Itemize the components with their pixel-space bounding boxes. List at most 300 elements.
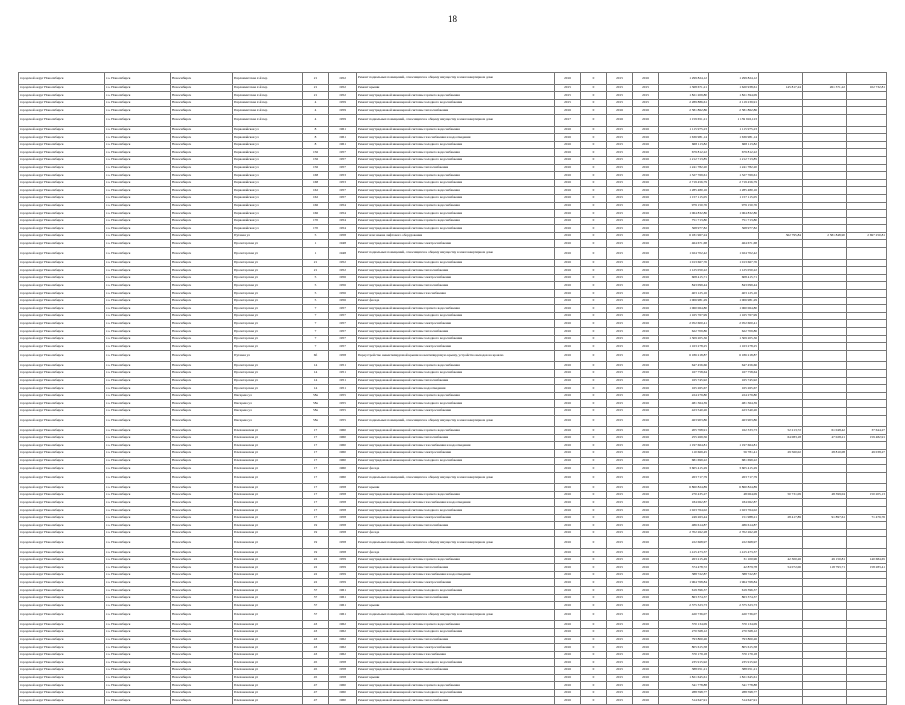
cell-house: 5 <box>303 282 329 290</box>
cell-street: Плехановская ул <box>233 697 303 705</box>
cell-extra-2 <box>803 156 847 164</box>
cell-count: 0 <box>581 225 607 233</box>
cell-extra-1 <box>759 194 803 202</box>
cell-extra-2: 2 581 848,90 <box>803 232 847 240</box>
cell-count: 0 <box>581 449 607 457</box>
cell-street: Пролетарская ул <box>233 240 303 248</box>
table-row <box>19 499 887 507</box>
cell-district: Новосибирск <box>171 259 233 267</box>
cell-extra-3 <box>847 107 887 115</box>
cell-year: 2016 <box>555 415 581 427</box>
cell-district: Новосибирск <box>171 621 233 629</box>
cell-work-type: Ремонт подвальных помещений, относящихся к общему имуществу в многоквартирном доме <box>357 609 555 621</box>
cell-extra-2 <box>803 350 847 362</box>
table-row <box>19 141 887 149</box>
cell-extra-1 <box>759 149 803 157</box>
cell-work-type: Ремонт внутридомовой инженерной системы горячего водоснабжения <box>357 491 555 499</box>
cell-settlement: г.о. Новосибирск <box>105 579 171 587</box>
cell-municipality: городской округ Новосибирск <box>19 507 105 515</box>
cell-year: 2016 <box>555 232 581 240</box>
cell-cost: 793 800,26 <box>659 636 709 644</box>
cell-street: Пролетарская ул <box>233 328 303 336</box>
cell-district: Новосибирск <box>171 126 233 134</box>
cell-extra-1 <box>759 507 803 515</box>
cell-count: 0 <box>581 697 607 705</box>
cell-settlement: г.о. Новосибирск <box>105 537 171 549</box>
cell-street: Писарева ул <box>233 392 303 400</box>
cell-year-end: 2016 <box>633 73 659 85</box>
cell-street: Пролетарская ул <box>233 320 303 328</box>
cell-extra-1 <box>759 457 803 465</box>
cell-extra-1 <box>759 172 803 180</box>
cell-settlement: г.о. Новосибирск <box>105 636 171 644</box>
cell-year-start: 2015 <box>607 400 633 408</box>
cell-year-end: 2016 <box>633 179 659 187</box>
cell-total: 619 396,37 <box>709 587 759 595</box>
cell-municipality: городской округ Новосибирск <box>19 84 105 92</box>
cell-extra-1 <box>759 621 803 629</box>
cell-year-start: 2015 <box>607 651 633 659</box>
cell-year-end: 2016 <box>633 507 659 515</box>
cell-year: 2015 <box>555 99 581 107</box>
cell-extra-3 <box>847 472 887 484</box>
cell-extra-2 <box>803 442 847 450</box>
cell-count: 0 <box>581 84 607 92</box>
cell-extra-1: 145 817,24 <box>759 84 803 92</box>
cell-settlement: г.о. Новосибирск <box>105 507 171 515</box>
cell-year-built: 1958 <box>329 674 357 682</box>
cell-extra-3 <box>847 225 887 233</box>
cell-work-type: Ремонт подвальных помещений, относящихся к общему имуществу в многоквартирном доме <box>357 537 555 549</box>
cell-house: 166 <box>303 202 329 210</box>
cell-extra-3 <box>847 628 887 636</box>
table-row <box>19 392 887 400</box>
cell-year-end: 2016 <box>633 202 659 210</box>
cell-work-type: Ремонт внутридомовой инженерной системы холодного водоснабжения <box>357 457 555 465</box>
cell-year-start: 2015 <box>607 644 633 652</box>
cell-year-built: 1958 <box>329 666 357 674</box>
cell-year: 2016 <box>555 537 581 549</box>
cell-year-start: 2016 <box>607 114 633 126</box>
cell-extra-2 <box>803 164 847 172</box>
cell-total: 167 758,64 <box>709 369 759 377</box>
cell-year-built: 1957 <box>329 343 357 351</box>
cell-work-type: Ремонт внутридомовой инженерной системы газоснабжения и водоотведения <box>357 499 555 507</box>
cell-count: 0 <box>581 571 607 579</box>
cell-district: Новосибирск <box>171 297 233 305</box>
cell-district: Новосибирск <box>171 290 233 298</box>
table-row <box>19 164 887 172</box>
cell-district: Новосибирск <box>171 282 233 290</box>
cell-municipality: городской округ Новосибирск <box>19 297 105 305</box>
table-row <box>19 172 887 180</box>
cell-year: 2016 <box>555 434 581 442</box>
cell-year-start: 2015 <box>607 449 633 457</box>
cell-year: 2016 <box>555 674 581 682</box>
cell-cost: 167 758,64 <box>659 369 709 377</box>
cell-district: Новосибирск <box>171 99 233 107</box>
table-row <box>19 484 887 492</box>
cell-extra-2 <box>803 415 847 427</box>
cell-extra-2 <box>803 107 847 115</box>
table-row <box>19 621 887 629</box>
cell-year-end: 2016 <box>633 114 659 126</box>
cell-total: 2 052 600,41 <box>709 320 759 328</box>
cell-year-start: 2015 <box>607 377 633 385</box>
cell-total: 1 125 050,22 <box>709 267 759 275</box>
cell-extra-1 <box>759 350 803 362</box>
cell-extra-2 <box>803 377 847 385</box>
cell-count: 0 <box>581 682 607 690</box>
cell-count: 0 <box>581 210 607 218</box>
cell-year: 2016 <box>555 107 581 115</box>
cell-year-start: 2015 <box>607 549 633 557</box>
cell-extra-1 <box>759 259 803 267</box>
cell-street: Пролетарская ул <box>233 297 303 305</box>
cell-work-type: Ремонт крыши <box>357 674 555 682</box>
cell-house: 47 <box>303 682 329 690</box>
cell-total: 184 062,87 <box>709 499 759 507</box>
cell-year-built: 1957 <box>329 149 357 157</box>
cell-house: 19 <box>303 529 329 537</box>
cell-extra-3 <box>847 248 887 260</box>
cell-house: 168 <box>303 172 329 180</box>
table-row <box>19 369 887 377</box>
cell-street: Писарева ул <box>233 400 303 408</box>
cell-extra-3 <box>847 549 887 557</box>
table-row <box>19 602 887 610</box>
cell-count: 0 <box>581 579 607 587</box>
cell-count: 0 <box>581 107 607 115</box>
cell-street: Плехановская ул <box>233 457 303 465</box>
cell-cost: 249 263,44 <box>659 514 709 522</box>
cell-cost: 222 668,97 <box>659 537 709 549</box>
cell-year-end: 2016 <box>633 312 659 320</box>
cell-house: 156 <box>303 156 329 164</box>
cell-year-built: 1961 <box>329 141 357 149</box>
cell-year-start: 2015 <box>607 248 633 260</box>
cell-year: 2016 <box>555 217 581 225</box>
cell-year: 2016 <box>555 179 581 187</box>
cell-settlement: г.о. Новосибирск <box>105 415 171 427</box>
cell-year-end: 2016 <box>633 107 659 115</box>
cell-cost: 463 903,86 <box>659 415 709 427</box>
cell-house: 21 <box>303 84 329 92</box>
cell-district: Новосибирск <box>171 689 233 697</box>
cell-year-end: 2016 <box>633 232 659 240</box>
cell-cost: 1 159 651,21 <box>659 114 709 126</box>
cell-settlement: г.о. Новосибирск <box>105 297 171 305</box>
cell-settlement: г.о. Новосибирск <box>105 682 171 690</box>
cell-extra-3 <box>847 210 887 218</box>
cell-extra-3 <box>847 697 887 705</box>
cell-year-end: 2016 <box>633 305 659 313</box>
cell-extra-3: 140 684,65 <box>847 556 887 564</box>
cell-settlement: г.о. Новосибирск <box>105 529 171 537</box>
cell-year-built: 1952 <box>329 92 357 100</box>
cell-municipality: городской округ Новосибирск <box>19 240 105 248</box>
cell-extra-2 <box>803 651 847 659</box>
cell-cost: 2 052 600,41 <box>659 320 709 328</box>
cell-municipality: городской округ Новосибирск <box>19 225 105 233</box>
cell-year-built: 1954 <box>329 202 357 210</box>
cell-extra-1 <box>759 602 803 610</box>
cell-count: 0 <box>581 628 607 636</box>
cell-total: 2 119 239,91 <box>709 99 759 107</box>
cell-year-end: 2016 <box>633 392 659 400</box>
cell-year-built: 1957 <box>329 187 357 195</box>
cell-year-start: 2015 <box>607 290 633 298</box>
cell-year-end: 2016 <box>633 210 659 218</box>
cell-cost: 224 279,80 <box>659 392 709 400</box>
cell-extra-1 <box>759 328 803 336</box>
cell-year-start: 2015 <box>607 350 633 362</box>
cell-street: Плехановская ул <box>233 659 303 667</box>
cell-year-built: 1961 <box>329 587 357 595</box>
cell-extra-2 <box>803 579 847 587</box>
table-row <box>19 248 887 260</box>
cell-count: 0 <box>581 297 607 305</box>
cell-municipality: городской округ Новосибирск <box>19 343 105 351</box>
cell-year-end: 2016 <box>633 434 659 442</box>
cell-extra-3 <box>847 484 887 492</box>
cell-extra-3 <box>847 407 887 415</box>
cell-extra-2 <box>803 99 847 107</box>
cell-work-type: Ремонт внутридомовой инженерной системы горячего водоснабжения <box>357 172 555 180</box>
cell-cost: 341 778,88 <box>659 682 709 690</box>
cell-year-start: 2015 <box>607 659 633 667</box>
cell-count: 0 <box>581 99 607 107</box>
cell-total: 1 024 702,42 <box>709 248 759 260</box>
table-row <box>19 651 887 659</box>
cell-year-built: 1958 <box>329 507 357 515</box>
cell-year-built: 1957 <box>329 320 357 328</box>
cell-settlement: г.о. Новосибирск <box>105 248 171 260</box>
cell-district: Новосибирск <box>171 232 233 240</box>
cell-year-start: 2015 <box>607 73 633 85</box>
cell-extra-3: 37 644,27 <box>847 427 887 435</box>
cell-year: 2016 <box>555 507 581 515</box>
cell-cost: 1 115 975,23 <box>659 126 709 134</box>
cell-house: 17 <box>303 449 329 457</box>
cell-extra-2 <box>803 499 847 507</box>
cell-house: 156 <box>303 164 329 172</box>
cell-year-start: 2015 <box>607 134 633 142</box>
cell-year: 2016 <box>555 73 581 85</box>
cell-year-built: 1952 <box>329 259 357 267</box>
cell-municipality: городской округ Новосибирск <box>19 210 105 218</box>
cell-settlement: г.о. Новосибирск <box>105 343 171 351</box>
cell-house: 170 <box>303 225 329 233</box>
table-row <box>19 507 887 515</box>
cell-year-built: 1957 <box>329 194 357 202</box>
cell-extra-2: 118 793,71 <box>803 564 847 572</box>
cell-district: Новосибирск <box>171 274 233 282</box>
cell-district: Новосибирск <box>171 484 233 492</box>
cell-year: 2016 <box>555 407 581 415</box>
cell-house: 47 <box>303 697 329 705</box>
cell-street: Плехановская ул <box>233 682 303 690</box>
cell-year-end: 2016 <box>633 415 659 427</box>
cell-cost: 1 299 824,12 <box>659 73 709 85</box>
cell-total: 481 364,39 <box>709 400 759 408</box>
cell-year-start: 2015 <box>607 564 633 572</box>
cell-street: Плехановская ул <box>233 434 303 442</box>
cell-year-start: 2015 <box>607 636 633 644</box>
cell-count: 0 <box>581 343 607 351</box>
cell-year-built: 1960 <box>329 465 357 473</box>
cell-total: 162 333,73 <box>709 427 759 435</box>
cell-count: 0 <box>581 194 607 202</box>
cell-cost: 1 212 713,85 <box>659 156 709 164</box>
cell-street: Пролетарская ул <box>233 335 303 343</box>
cell-count: 0 <box>581 400 607 408</box>
table-row <box>19 491 887 499</box>
cell-extra-2 <box>803 484 847 492</box>
cell-extra-2 <box>803 362 847 370</box>
cell-work-type: Ремонт внутридомовой инженерной системы горячего водоснабжения <box>357 556 555 564</box>
cell-settlement: г.о. Новосибирск <box>105 514 171 522</box>
table-row <box>19 529 887 537</box>
cell-settlement: г.о. Новосибирск <box>105 210 171 218</box>
table-row <box>19 549 887 557</box>
cell-cost: 481 364,39 <box>659 400 709 408</box>
cell-extra-1 <box>759 267 803 275</box>
cell-count: 0 <box>581 172 607 180</box>
cell-extra-3 <box>847 362 887 370</box>
cell-street: Первомайская ул <box>233 187 303 195</box>
cell-settlement: г.о. Новосибирск <box>105 434 171 442</box>
cell-year-built: 1962 <box>329 621 357 629</box>
cell-district: Новосибирск <box>171 149 233 157</box>
cell-extra-3: 159 482,91 <box>847 434 887 442</box>
cell-year-end: 2016 <box>633 217 659 225</box>
cell-total: 1 821 394,09 <box>709 92 759 100</box>
cell-count: 0 <box>581 427 607 435</box>
cell-municipality: городской округ Новосибирск <box>19 320 105 328</box>
cell-total: 863 374,37 <box>709 594 759 602</box>
cell-extra-1 <box>759 369 803 377</box>
cell-house: 17 <box>303 434 329 442</box>
cell-municipality: городской округ Новосибирск <box>19 217 105 225</box>
cell-year-built: 1958 <box>329 484 357 492</box>
cell-settlement: г.о. Новосибирск <box>105 362 171 370</box>
cell-extra-3 <box>847 392 887 400</box>
cell-count: 0 <box>581 259 607 267</box>
table-row <box>19 571 887 579</box>
cell-cost: 1 165 767,99 <box>659 312 709 320</box>
cell-extra-2 <box>803 689 847 697</box>
table-row <box>19 415 887 427</box>
cell-house: 22 <box>303 556 329 564</box>
cell-extra-3: 150 205,13 <box>847 491 887 499</box>
cell-extra-2 <box>803 666 847 674</box>
cell-house: 1 <box>303 240 329 248</box>
cell-cost: 647 456,66 <box>659 362 709 370</box>
cell-year-end: 2016 <box>633 636 659 644</box>
cell-street: Парламентская 2-й пер <box>233 84 303 92</box>
table-row <box>19 210 887 218</box>
cell-year-start: 2015 <box>607 217 633 225</box>
cell-year-built: 1953 <box>329 172 357 180</box>
cell-street: Плехановская ул <box>233 442 303 450</box>
cell-year-built: 1958 <box>329 537 357 549</box>
cell-extra-3 <box>847 651 887 659</box>
cell-year-end: 2016 <box>633 594 659 602</box>
cell-street: Пролетарская ул <box>233 282 303 290</box>
cell-work-type: Ремонт внутридомовой инженерной системы теплоснабжения <box>357 267 555 275</box>
cell-work-type: Ремонт внутридомовой инженерной системы газоснабжения <box>357 290 555 298</box>
cell-settlement: г.о. Новосибирск <box>105 172 171 180</box>
cell-municipality: городской округ Новосибирск <box>19 290 105 298</box>
cell-year-built: 1954 <box>329 210 357 218</box>
cell-total: 463 903,86 <box>709 415 759 427</box>
cell-year-built: 1952 <box>329 84 357 92</box>
cell-year-start: 2015 <box>607 343 633 351</box>
cell-municipality: городской округ Новосибирск <box>19 457 105 465</box>
cell-street: Первомайская ул <box>233 225 303 233</box>
cell-house: 43 <box>303 644 329 652</box>
cell-street: Плехановская ул <box>233 514 303 522</box>
cell-year-built: 1962 <box>329 651 357 659</box>
cell-municipality: городской округ Новосибирск <box>19 99 105 107</box>
cell-count: 0 <box>581 636 607 644</box>
cell-house: 19 <box>303 522 329 530</box>
cell-district: Новосибирск <box>171 465 233 473</box>
cell-extra-3: 158 283,41 <box>847 564 887 572</box>
cell-extra-2 <box>803 114 847 126</box>
cell-settlement: г.о. Новосибирск <box>105 312 171 320</box>
cell-district: Новосибирск <box>171 628 233 636</box>
cell-year-start: 2015 <box>607 267 633 275</box>
cell-extra-3 <box>847 385 887 393</box>
cell-year-built: 1959 <box>329 556 357 564</box>
cell-house: 162 <box>303 194 329 202</box>
cell-municipality: городской округ Новосибирск <box>19 335 105 343</box>
cell-district: Новосибирск <box>171 320 233 328</box>
cell-extra-3 <box>847 305 887 313</box>
cell-count: 0 <box>581 514 607 522</box>
cell-street: Первомайская ул <box>233 134 303 142</box>
cell-total: 288 598,77 <box>709 689 759 697</box>
cell-district: Новосибирск <box>171 602 233 610</box>
cell-municipality: городской округ Новосибирск <box>19 415 105 427</box>
table-row <box>19 282 887 290</box>
cell-count: 0 <box>581 290 607 298</box>
cell-year-start: 2015 <box>607 92 633 100</box>
cell-street: Путевая ул <box>233 232 303 240</box>
cell-work-type: Ремонт фасада <box>357 529 555 537</box>
cell-settlement: г.о. Новосибирск <box>105 644 171 652</box>
cell-work-type: Ремонт внутридомовой инженерной системы горячего водоснабжения <box>357 392 555 400</box>
cell-total: 486 614,87 <box>709 522 759 530</box>
cell-work-type: Ремонт внутридомовой инженерной системы горячего водоснабжения <box>357 202 555 210</box>
cell-year-end: 2016 <box>633 187 659 195</box>
cell-street: Плехановская ул <box>233 621 303 629</box>
cell-house: 43 <box>303 636 329 644</box>
cell-year-start: 2015 <box>607 571 633 579</box>
cell-year-start: 2015 <box>607 210 633 218</box>
cell-count: 0 <box>581 522 607 530</box>
cell-cost: 1 163 278,25 <box>659 343 709 351</box>
cell-year-end: 2016 <box>633 499 659 507</box>
cell-year-start: 2015 <box>607 149 633 157</box>
cell-count: 0 <box>581 465 607 473</box>
cell-extra-1 <box>759 343 803 351</box>
cell-count: 0 <box>581 179 607 187</box>
cell-cost: 979 150,76 <box>659 202 709 210</box>
cell-year-built: 1960 <box>329 682 357 690</box>
